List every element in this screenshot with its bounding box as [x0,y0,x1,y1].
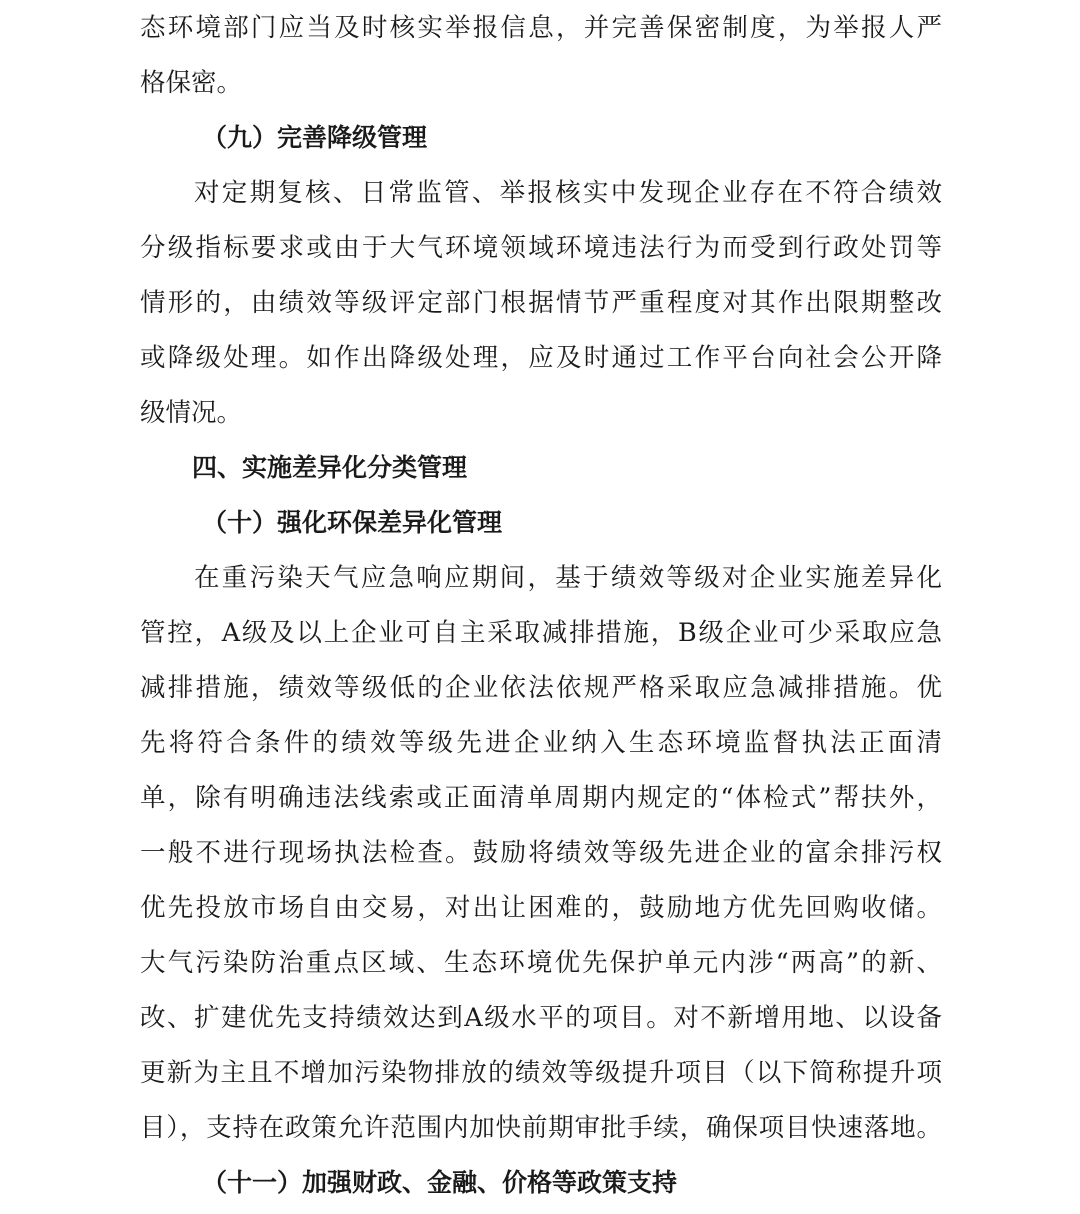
paragraph-line: 减排措施，绩效等级低的企业依法依规严格采取应急减排措施。优 [140,673,942,703]
paragraph-line: 管控，A级及以上企业可自主采取减排措施，B级企业可少采取应急 [140,618,942,648]
paragraph-line: 单，除有明确违法线索或正面清单周期内规定的“体检式”帮扶外， [140,783,942,813]
paragraph-line: 优先投放市场自由交易，对出让困难的，鼓励地方优先回购收储。 [140,893,942,923]
paragraph-line: 先将符合条件的绩效等级先进企业纳入生态环境监督执法正面清 [140,728,942,758]
paragraph-line: 格保密。 [140,68,243,98]
paragraph-line: 分级指标要求或由于大气环境领域环境违法行为而受到行政处罚等 [140,233,942,263]
paragraph-line: 级情况。 [140,398,243,428]
paragraph-line: 改、扩建优先支持绩效达到A级水平的项目。对不新增用地、以设备 [140,1003,942,1033]
paragraph-line: 大气污染防治重点区域、生态环境优先保护单元内涉“两高”的新、 [140,948,942,978]
paragraph-line: 情形的，由绩效等级评定部门根据情节严重程度对其作出限期整改 [140,288,942,318]
section-heading-11: （十一）加强财政、金融、价格等政策支持 [202,1168,678,1197]
paragraph-line: 对定期复核、日常监管、举报核实中发现企业存在不符合绩效 [194,178,942,208]
section-heading-10: （十）强化环保差异化管理 [202,508,503,537]
paragraph-line: 态环境部门应当及时核实举报信息，并完善保密制度，为举报人严 [140,13,942,43]
section-heading-9: （九）完善降级管理 [202,123,428,152]
paragraph-line: 一般不进行现场执法检查。鼓励将绩效等级先进企业的富余排污权 [140,838,942,868]
paragraph-line: 目），支持在政策允许范围内加快前期审批手续，确保项目快速落地。 [140,1113,942,1143]
paragraph-line: 或降级处理。如作出降级处理，应及时通过工作平台向社会公开降 [140,343,942,373]
paragraph-line: 更新为主且不增加污染物排放的绩效等级提升项目（以下简称提升项 [140,1058,942,1088]
paragraph-line: 在重污染天气应急响应期间，基于绩效等级对企业实施差异化 [194,563,942,593]
chapter-heading-4: 四、实施差异化分类管理 [192,453,468,482]
